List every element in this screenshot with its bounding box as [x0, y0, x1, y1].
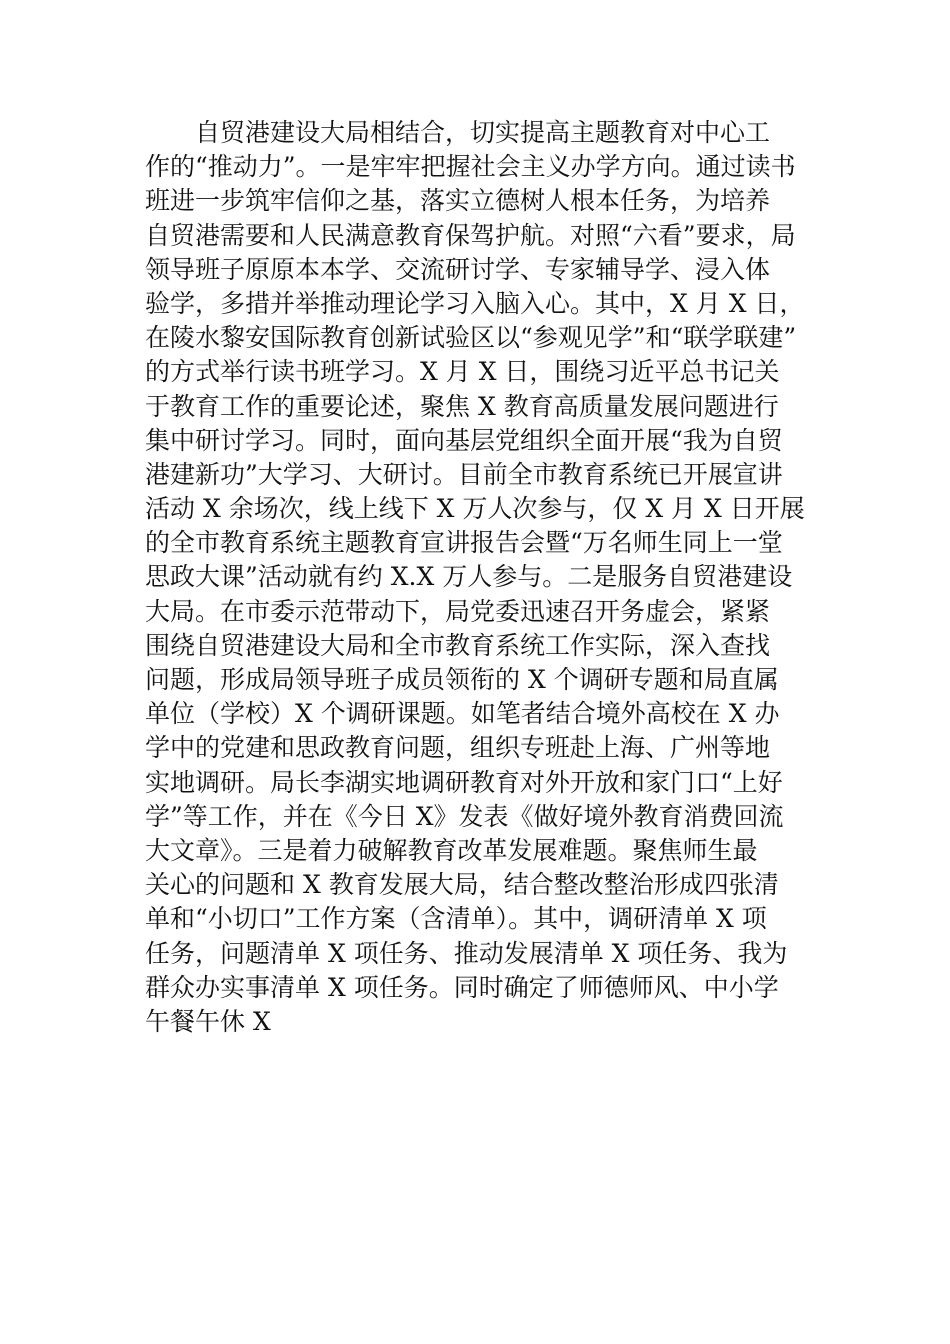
paragraph-line: 验学，多措并举推动理论学习入脑入心。其中，X 月 X 日，	[145, 288, 805, 318]
paragraph-line: 作的“推动力”。一是牢牢把握社会主义办学方向。通过读书	[145, 152, 796, 182]
paragraph-line: 午餐午休 X	[145, 1006, 271, 1036]
paragraph-line: 关心的问题和 X 教育发展大局，结合整改整治形成四张清	[145, 870, 779, 900]
paragraph-line: 学”等工作，并在《今日 X》发表《做好境外教育消费回流	[145, 801, 784, 831]
paragraph-line: 的全市教育系统主题教育宣讲报告会暨“万名师生同上一堂	[145, 528, 783, 558]
paragraph-line: 问题，形成局领导班子成员领衔的 X 个调研专题和局直属	[145, 665, 779, 694]
paragraph-line: 群众办实事清单 X 项任务。同时确定了师德师风、中小学	[145, 972, 779, 1002]
paragraph-line: 大文章》。三是着力破解教育改革发展难题。聚焦师生最	[145, 835, 758, 865]
paragraph-line: 单位（学校）X 个调研课题。如笔者结合境外高校在 X 办	[145, 699, 780, 729]
paragraph-line: 集中研讨学习。同时，面向基层党组织全面开展“我为自贸	[145, 425, 783, 455]
paragraph-line: 实地调研。局长李湖实地调研教育对外开放和家门口“上好	[145, 767, 783, 797]
body-paragraph	[145, 116, 820, 1039]
paragraph-line: 在陵水黎安国际教育创新试验区以“参观见学”和“联学联建”	[145, 323, 797, 353]
paragraph-line: 单和“小切口”工作方案（含清单）。其中，调研清单 X 项	[145, 904, 767, 934]
paragraph-line: 围绕自贸港建设大局和全市教育系统工作实际，深入查找	[145, 630, 771, 660]
paragraph-line: 领导班子原原本本学、交流研讨学、专家辅导学、浸入体	[145, 254, 771, 284]
paragraph-line: 学中的党建和思政教育问题，组织专班赴上海、广州等地	[145, 733, 771, 763]
paragraph-line: 的方式举行读书班学习。X 月 X 日，围绕习近平总书记关	[145, 357, 780, 387]
paragraph-line: 思政大课”活动就有约 X.X 万人参与。二是服务自贸港建设	[145, 562, 793, 592]
paragraph-line: 自贸港建设大局相结合，切实提高主题教育对中心工	[195, 118, 771, 147]
paragraph-line: 活动 X 余场次，线上线下 X 万人次参与，仅 X 月 X 日开展	[145, 494, 805, 524]
paragraph-line: 于教育工作的重要论述，聚焦 X 教育高质量发展问题进行	[145, 391, 779, 421]
paragraph-line: 任务，问题清单 X 项任务、推动发展清单 X 项任务、我为	[145, 938, 788, 968]
paragraph-line: 班进一步筑牢信仰之基，落实立德树人根本任务，为培养	[145, 186, 771, 216]
paragraph-line: 港建新功”大学习、大研讨。目前全市教育系统已开展宣讲	[145, 459, 783, 489]
paragraph-line: 自贸港需要和人民满意教育保驾护航。对照“六看”要求，局	[145, 220, 796, 250]
paragraph-line: 大局。在市委示范带动下，局党委迅速召开务虚会，紧紧	[145, 596, 771, 626]
